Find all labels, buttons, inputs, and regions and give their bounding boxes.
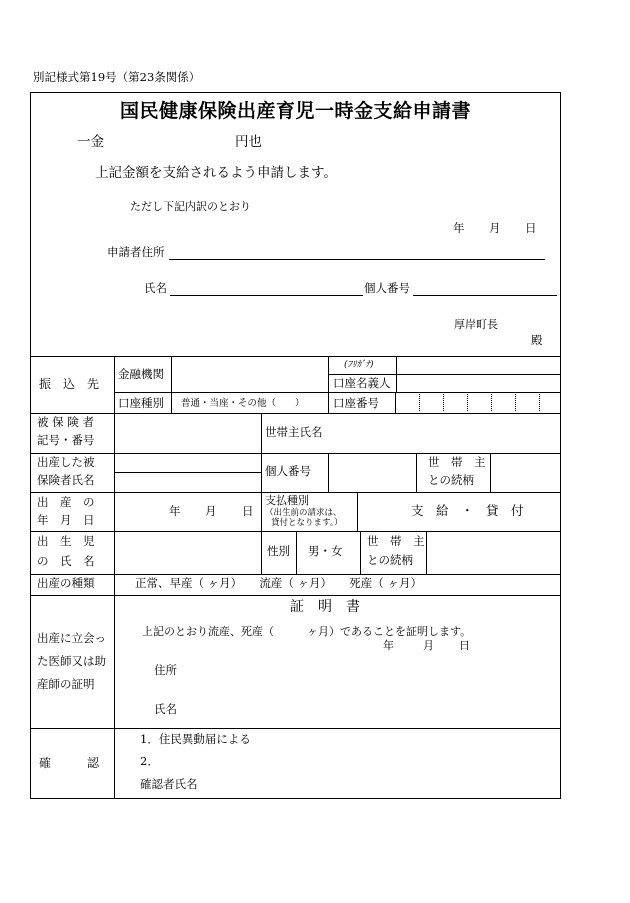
birth-date-year: 年 — [169, 504, 181, 518]
certificate-day: 日 — [459, 639, 470, 652]
birth-date-day: 日 — [242, 504, 254, 518]
certificate-year: 年 — [383, 639, 394, 652]
amount-prefix: 一金 — [77, 134, 104, 150]
account-type-label: 口座種別 — [118, 396, 164, 410]
certificate-name-field[interactable] — [191, 697, 551, 721]
divider — [416, 453, 417, 492]
honorific: 殿 — [531, 333, 543, 347]
divider — [395, 392, 396, 413]
child-relation-label-line2: との続柄 — [367, 553, 413, 567]
form-title: 国民健康保険出産育児一時金支給申請書 — [119, 100, 471, 122]
insured-relation-label-line1: 世 帯 主 — [428, 455, 486, 469]
child-name-field[interactable] — [115, 532, 260, 573]
account-number-label: 口座番号 — [333, 396, 379, 410]
date-month: 月 — [489, 221, 501, 235]
account-number-digit-divider — [419, 394, 420, 411]
checker-name-field[interactable] — [211, 775, 551, 795]
birth-kind-label: 出産の種類 — [37, 576, 95, 590]
insured-number-label-line1: 被 保 険 者 — [37, 415, 94, 429]
recipient: 厚岸町長 — [454, 318, 498, 331]
payment-type-options[interactable]: 支 給 ・ 貸 付 — [411, 503, 524, 518]
application-form — [30, 92, 561, 799]
confirm-item-1: 1．住民異動届による — [140, 732, 251, 746]
child-name-label-line2: の 氏 名 — [37, 554, 95, 568]
sex-label: 性別 — [267, 544, 290, 558]
account-type-options[interactable]: 普通・当座・その他（ ） — [181, 398, 305, 409]
applicant-address-label: 申請者住所 — [107, 245, 165, 259]
divider — [296, 531, 297, 574]
divider — [328, 356, 329, 413]
insured-relation-label-line2: との続柄 — [428, 473, 474, 487]
gave-birth-name-field[interactable] — [115, 454, 260, 491]
child-relation-label-line1: 世 帯 主 — [367, 534, 425, 548]
insured-my-number-label: 個人番号 — [265, 464, 311, 478]
bank-field[interactable] — [172, 357, 327, 392]
account-number-digit-divider — [515, 394, 516, 411]
divider — [261, 492, 262, 531]
divider — [31, 574, 560, 575]
account-holder-field[interactable] — [397, 357, 560, 392]
certificate-address-label: 住所 — [154, 663, 177, 677]
form-code: 別記様式第19号（第23条関係） — [33, 70, 201, 84]
insured-number-label-line2: 記号・番号 — [37, 433, 95, 447]
account-number-digit-divider — [539, 394, 540, 411]
gave-birth-label-line1: 出産した被 — [37, 455, 95, 469]
account-number-digit-divider — [467, 394, 468, 411]
gave-birth-label-line2: 保険者氏名 — [37, 473, 95, 487]
birth-date-label-line2: 年 月 日 — [37, 513, 95, 527]
checker-name-label: 確認者氏名 — [140, 777, 198, 791]
birth-date-month: 月 — [205, 504, 217, 518]
divider — [360, 531, 361, 574]
account-holder-label: 口座名義人 — [333, 376, 391, 390]
insured-relation-field[interactable] — [491, 454, 560, 491]
applicant-name-field[interactable] — [170, 295, 363, 296]
date-year: 年 — [453, 221, 465, 235]
divider — [31, 492, 560, 493]
payment-type-label: 支払種別 — [265, 494, 309, 507]
child-name-label-line1: 出 生 児 — [37, 534, 95, 548]
payment-type-note-line2: 貸付となります。） — [271, 518, 343, 528]
applicant-my-number-field[interactable] — [413, 295, 557, 296]
divider — [31, 595, 560, 596]
applicant-address-field[interactable] — [169, 259, 545, 260]
furigana-label: (ﾌﾘｶﾞﾅ) — [344, 360, 374, 370]
birth-date-label-line1: 出 産 の — [37, 495, 95, 509]
certificate-title: 証 明 書 — [290, 599, 360, 615]
confirm-label: 確 認 — [39, 756, 100, 770]
account-number-digit-divider — [491, 394, 492, 411]
householder-name-field[interactable] — [329, 414, 560, 452]
payment-type-note-line1: （出生前の請求は、 — [265, 508, 342, 518]
certificate-name-label: 氏名 — [154, 702, 177, 716]
divider — [31, 453, 560, 454]
insured-my-number-field[interactable] — [329, 454, 415, 491]
child-relation-field[interactable] — [427, 532, 560, 573]
request-text: 上記金額を支給されるよう申請します。 — [95, 165, 337, 181]
certificate-label-line2: た医師又は助 — [37, 654, 106, 668]
householder-name-label: 世帯主氏名 — [265, 425, 323, 439]
certificate-address-field[interactable] — [191, 659, 551, 683]
birth-kind-options[interactable]: 正常、早産（ ヶ月） 流産（ ヶ月） 死産（ ヶ月） — [135, 576, 422, 590]
divider — [261, 413, 262, 492]
transfer-label: 振 込 先 — [39, 377, 100, 391]
insured-number-field[interactable] — [115, 414, 260, 452]
certificate-label-line3: 産師の証明 — [37, 677, 95, 691]
certificate-text: 上記のとおり流産、死産（ ヶ月）であることを証明します。 — [142, 625, 472, 638]
date-day: 日 — [525, 221, 537, 235]
divider — [357, 492, 358, 531]
applicant-my-number-label: 個人番号 — [364, 281, 410, 295]
divider — [31, 728, 560, 729]
divider — [114, 392, 560, 393]
divider — [261, 531, 262, 574]
applicant-name-label: 氏名 — [144, 281, 167, 295]
breakdown-note: ただし下記内訳のとおり — [130, 200, 251, 213]
bank-label: 金融機関 — [118, 367, 164, 381]
amount-suffix: 円也 — [235, 134, 262, 150]
confirm-item-2: 2． — [140, 754, 159, 768]
account-number-digit-divider — [443, 394, 444, 411]
certificate-label-line1: 出産に立会っ — [37, 631, 106, 645]
sex-options[interactable]: 男・女 — [308, 544, 343, 558]
certificate-month: 月 — [423, 639, 434, 652]
